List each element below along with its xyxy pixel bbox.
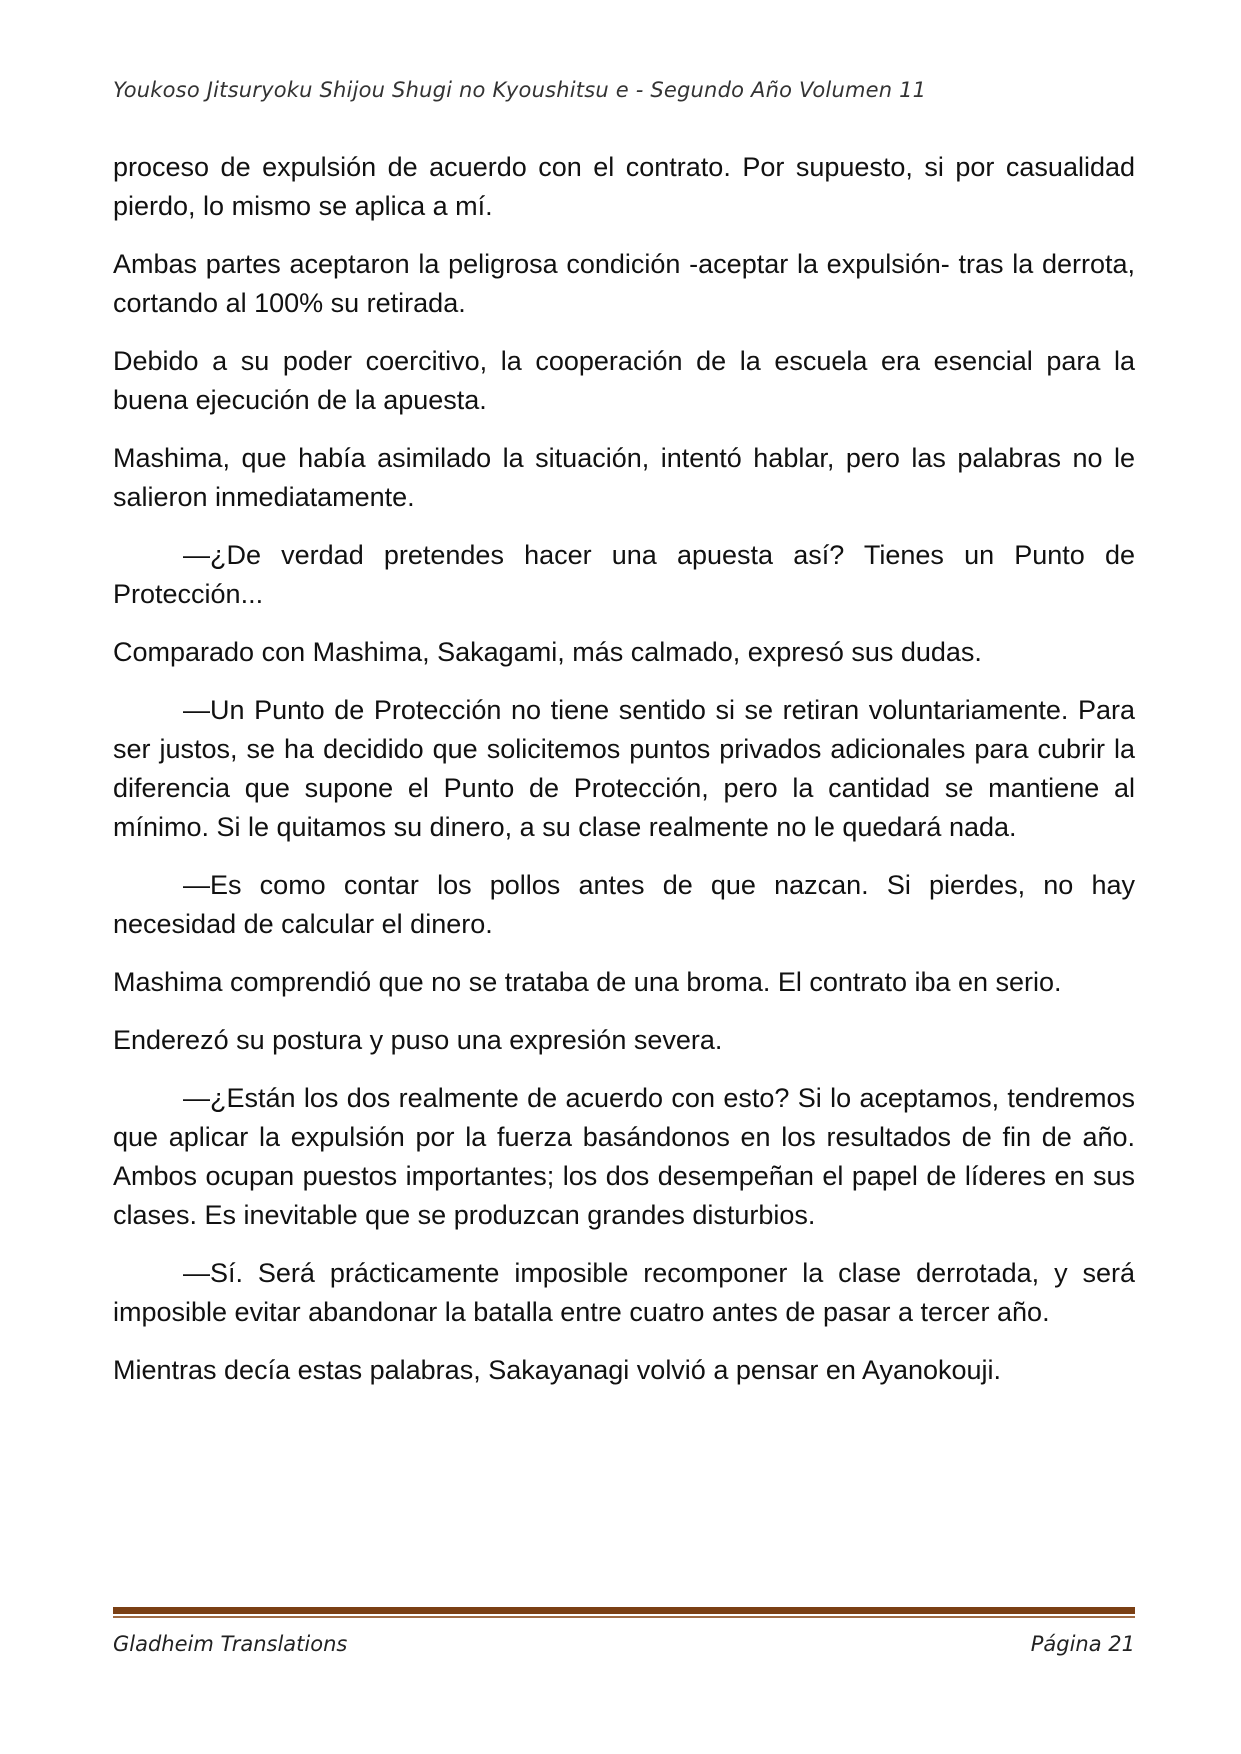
paragraph: Mientras decía estas palabras, Sakayanagi volvió a pensar en Ayanokouji. bbox=[113, 1355, 1002, 1385]
dialog-paragraph: —Un Punto de Protección no tiene sentido si se retiran voluntariamente. Para ser justos, se ha decidido que solicitemos puntos privados adicionales para cubrir la diferencia que supone el Punto de Protección, pero la cantidad se mantiene al mínimo. Si le quitamos su dinero, a su clase realmente no le quedará nada. bbox=[113, 695, 1135, 842]
footer-divider-thin bbox=[113, 1616, 1135, 1618]
paragraph: Debido a su poder coercitivo, la cooperación de la escuela era esencial para la buena ejecución de la apuesta. bbox=[113, 346, 1135, 415]
paragraph: Ambas partes aceptaron la peligrosa condición -aceptar la expulsión- tras la derrota, cortando al 100% su retirada. bbox=[113, 249, 1135, 318]
dialog-paragraph: —¿Están los dos realmente de acuerdo con esto? Si lo aceptamos, tendremos que aplicar la expulsión por la fuerza basándonos en los resultados de fin de año. Ambos ocupan puestos importantes; los dos desempeñan el papel de líderes en sus clases. Es inevitable que se produzcan grandes disturbios. bbox=[113, 1083, 1135, 1230]
footer-page-number: Página 21 bbox=[1030, 1632, 1135, 1656]
footer-divider-thick bbox=[113, 1607, 1135, 1614]
paragraph: Comparado con Mashima, Sakagami, más calmado, expresó sus dudas. bbox=[113, 637, 982, 667]
dialog-paragraph: —Sí. Será prácticamente imposible recomponer la clase derrotada, y será imposible evitar abandonar la batalla entre cuatro antes de pasar a tercer año. bbox=[113, 1258, 1135, 1327]
paragraph: proceso de expulsión de acuerdo con el contrato. Por supuesto, si por casualidad pierdo, lo mismo se aplica a mí. bbox=[113, 152, 1135, 221]
running-header: Youkoso Jitsuryoku Shijou Shugi no Kyoushitsu e - Segundo Año Volumen 11 bbox=[113, 78, 927, 102]
footer-publisher: Gladheim Translations bbox=[113, 1632, 348, 1656]
dialog-paragraph: —¿De verdad pretendes hacer una apuesta así? Tienes un Punto de Protección... bbox=[113, 540, 1135, 609]
dialog-paragraph: —Es como contar los pollos antes de que nazcan. Si pierdes, no hay necesidad de calcular el dinero. bbox=[113, 870, 1135, 939]
paragraph: Mashima comprendió que no se trataba de una broma. El contrato iba en serio. bbox=[113, 967, 1062, 997]
page-body bbox=[113, 148, 1135, 1409]
paragraph: Mashima, que había asimilado la situación, intentó hablar, pero las palabras no le salieron inmediatamente. bbox=[113, 443, 1135, 512]
paragraph: Enderezó su postura y puso una expresión severa. bbox=[113, 1025, 723, 1055]
